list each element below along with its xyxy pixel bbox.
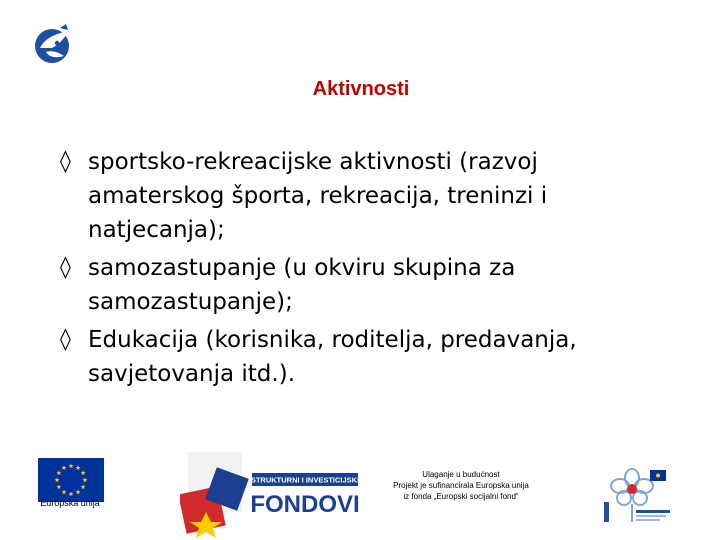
bullet-marker: ◊ bbox=[60, 149, 71, 174]
funding-line: Ulaganje u budućnost bbox=[422, 470, 500, 479]
list-item bbox=[60, 251, 660, 319]
page-title: Aktivnosti bbox=[312, 78, 410, 100]
fondovi-title: FONDOVI bbox=[250, 491, 360, 518]
eu-caption: Europska unija bbox=[40, 498, 100, 508]
bullet-text-cont: natjecanja); bbox=[88, 217, 225, 243]
funding-line: iz fonda „Europski socijalni fond“ bbox=[403, 492, 519, 501]
bullet-text-cont: amaterskog športa, rekreacija, treninzi i bbox=[88, 183, 548, 209]
flower-logo-icon bbox=[596, 462, 678, 524]
bullet-marker: ◊ bbox=[60, 327, 71, 352]
list-item bbox=[60, 323, 660, 391]
bullet-text-cont: samozastupanje); bbox=[88, 289, 293, 315]
funding-notice bbox=[378, 469, 544, 502]
bullet-text-cont: savjetovanja itd.). bbox=[88, 361, 295, 387]
footer bbox=[0, 440, 720, 540]
list-item bbox=[60, 145, 660, 247]
dove-circle-logo-icon bbox=[30, 22, 78, 66]
eu-flag-icon bbox=[38, 458, 104, 502]
bullet-text: sportsko-rekreacijske aktivnosti (razvoj bbox=[88, 149, 538, 175]
fondovi-subtitle: STRUKTURNI I INVESTICIJSKI bbox=[250, 475, 360, 485]
bullet-list bbox=[60, 145, 660, 395]
bullet-text: samozastupanje (u okviru skupina za bbox=[88, 255, 516, 281]
structural-funds-logo bbox=[180, 448, 360, 540]
funding-line: Projekt je sufinancirala Europska unija bbox=[393, 481, 529, 490]
bullet-text: Edukacija (korisnika, roditelja, predavanja, bbox=[88, 327, 577, 353]
bullet-marker: ◊ bbox=[60, 255, 71, 280]
